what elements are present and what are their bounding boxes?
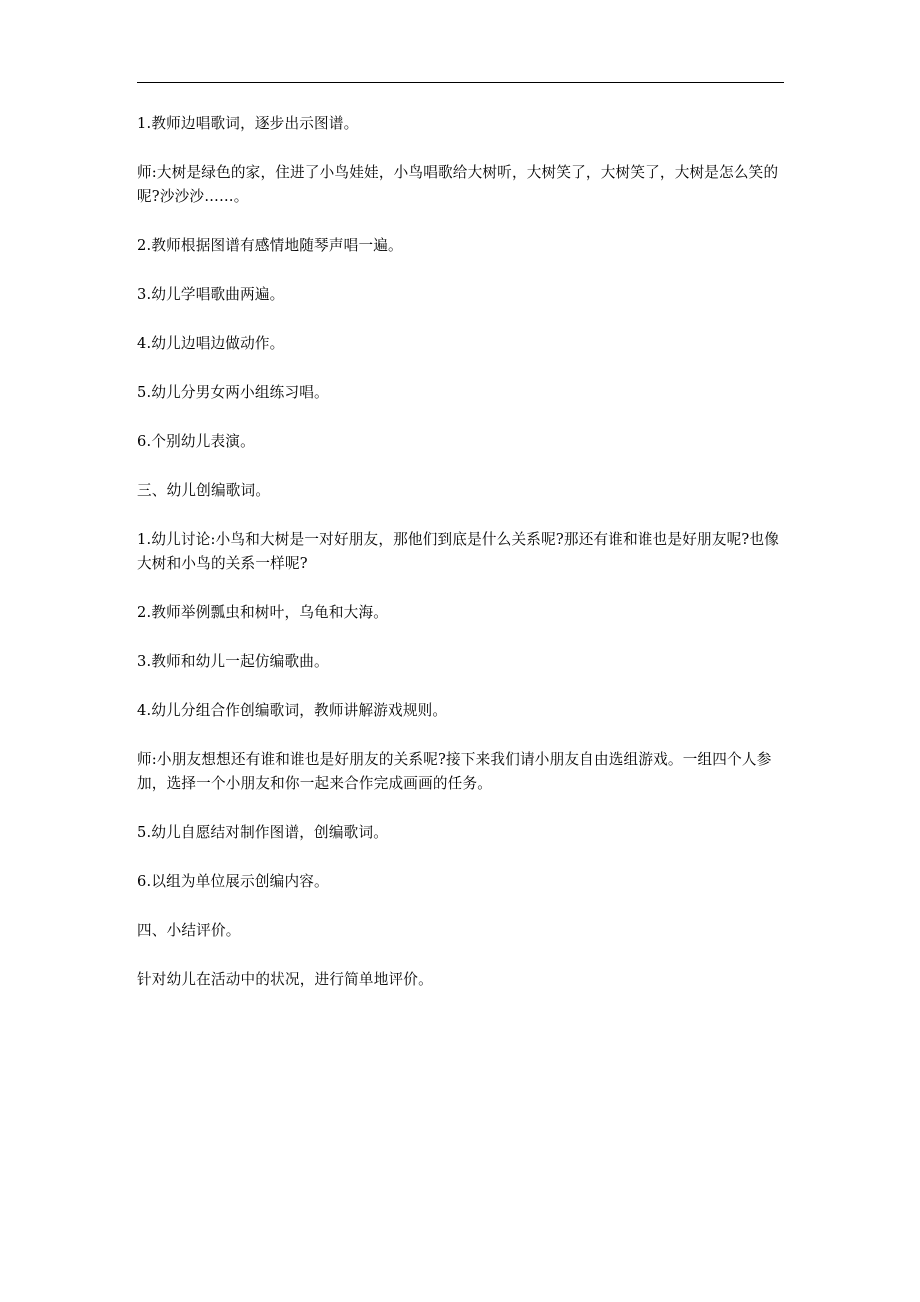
paragraph-make-chart: 5.幼儿自愿结对制作图谱，创编歌词。 <box>137 824 389 841</box>
paragraph-step-5-group-practice: 5.幼儿分男女两小组练习唱。 <box>137 384 329 401</box>
paragraph-teacher-game-rules: 师:小朋友想想还有谁和谁也是好朋友的关系呢?接下来我们请小朋友自由选组游戏。一组四个人参加，选择一个小朋友和你一起来合作完成画画的任务。 <box>137 751 772 792</box>
paragraph-step-1-sing-lyrics: 1.教师边唱歌词，逐步出示图谱。 <box>137 115 359 132</box>
paragraph-teacher-big-tree: 师:大树是绿色的家，住进了小鸟娃娃，小鸟唱歌给大树听，大树笑了，大树笑了，大树是怎么笑的呢?沙沙沙……。 <box>137 164 779 205</box>
document-body <box>137 112 787 1017</box>
paragraph-step-6-individual-performance: 6.个别幼儿表演。 <box>137 433 255 450</box>
paragraph-evaluation: 针对幼儿在活动中的状况，进行简单地评价。 <box>137 971 433 988</box>
paragraph-step-4-sing-and-move: 4.幼儿边唱边做动作。 <box>137 335 285 352</box>
paragraph-group-creation: 4.幼儿分组合作创编歌词，教师讲解游戏规则。 <box>137 702 448 719</box>
paragraph-teacher-examples: 2.教师举例瓢虫和树叶，乌龟和大海。 <box>137 604 389 621</box>
header-divider <box>137 82 784 83</box>
section-heading-create-lyrics: 三、幼儿创编歌词。 <box>137 482 271 499</box>
paragraph-step-2-sing-with-piano: 2.教师根据图谱有感情地随琴声唱一遍。 <box>137 237 403 254</box>
section-heading-summary: 四、小结评价。 <box>137 922 241 939</box>
paragraph-step-3-learn-song: 3.幼儿学唱歌曲两遍。 <box>137 286 285 303</box>
paragraph-group-showcase: 6.以组为单位展示创编内容。 <box>137 873 329 890</box>
paragraph-discussion: 1.幼儿讨论:小鸟和大树是一对好朋友，那他们到底是什么关系呢?那还有谁和谁也是好朋友呢?也像大树和小鸟的关系一样呢? <box>137 531 780 572</box>
paragraph-imitate-song: 3.教师和幼儿一起仿编歌曲。 <box>137 653 329 670</box>
